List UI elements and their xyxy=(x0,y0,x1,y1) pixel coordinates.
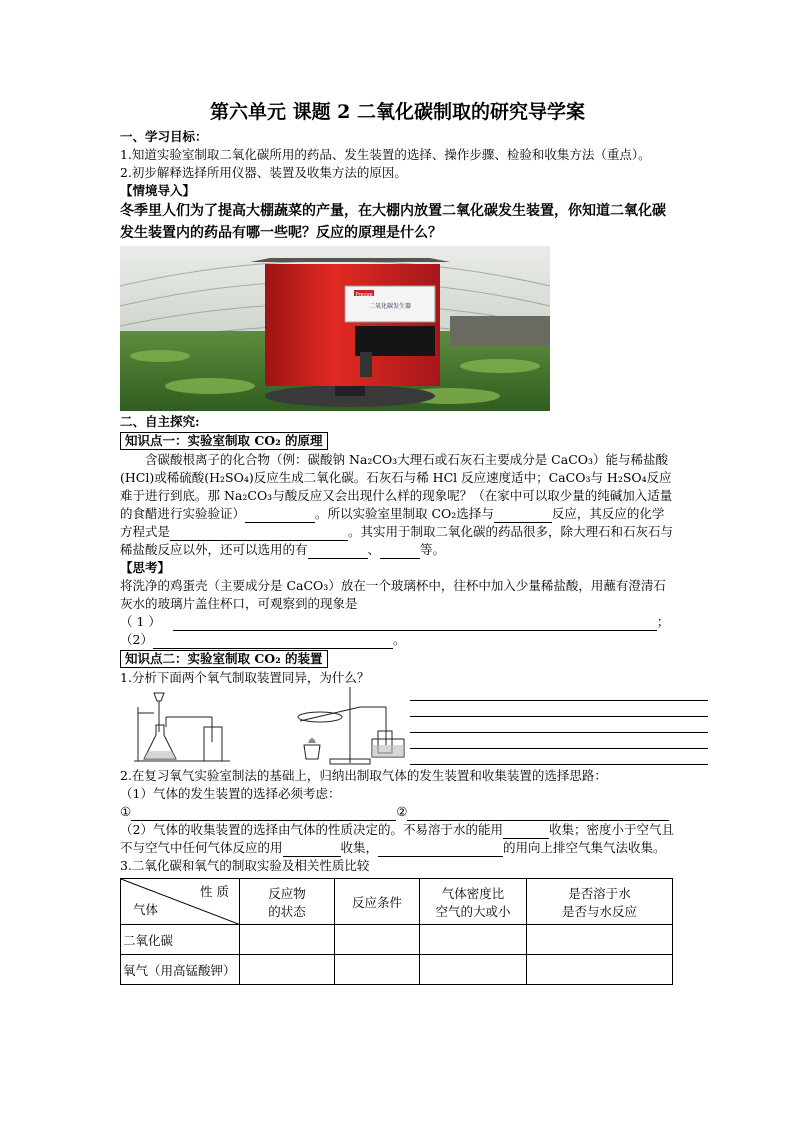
section-heading-goals: 一、学习目标： xyxy=(120,129,208,144)
page-title: 第六单元 课题 2 二氧化碳制取的研究导学案 xyxy=(209,101,586,123)
table-cell[interactable] xyxy=(335,955,420,985)
think-text: 将洗净的鸡蛋壳（主要成分是 CaCO₃）放在一个玻璃杯中，往杯中加入少量稀盐酸，用蘸有澄清石灰水的玻璃片盖住杯口，可观察到的现象是 xyxy=(120,578,666,611)
table-header-density: 气体密度比 空气的大或小 xyxy=(420,879,527,925)
table-cell[interactable] xyxy=(240,925,335,955)
table-cell[interactable] xyxy=(527,955,673,985)
knowledge-point-2-label: 知识点二：实验室制取 CO₂ 的装置 xyxy=(120,650,328,668)
blank-observation-1[interactable] xyxy=(173,616,657,631)
table-row-label-o2: 氧气（用高锰酸钾） xyxy=(121,955,240,985)
table-cell[interactable] xyxy=(527,925,673,955)
table-header-reaction-condition: 反应条件 xyxy=(335,879,420,925)
table-cell[interactable] xyxy=(420,955,527,985)
blank-generator-factor-2[interactable] xyxy=(407,806,669,821)
blank-generator-factor-1[interactable] xyxy=(131,806,396,821)
blank-observation-2[interactable] xyxy=(153,634,393,649)
apparatus-drawing-funnel-flask xyxy=(130,687,240,765)
generator-brand: Precee xyxy=(355,292,373,298)
question-1: 1.分析下面两个氧气制取装置同异，为什么？ xyxy=(120,670,370,685)
table-row xyxy=(121,925,673,955)
greenhouse-co2-generator-photo xyxy=(120,246,550,411)
table-row-label-co2: 二氧化碳 xyxy=(121,925,240,955)
blank-other-reagent-1[interactable] xyxy=(308,544,368,559)
goal-1: 1.知道实验室制取二氧化碳所用的药品、发生装置的选择、操作步骤、检验和收集方法（重点）。 xyxy=(120,147,651,162)
apparatus-drawing-tube-heating xyxy=(290,687,410,765)
table-cell[interactable] xyxy=(420,925,527,955)
table-corner-header: 性 质 气体 xyxy=(121,879,240,925)
goal-2: 2.初步解释选择所用仪器、装置及收集方法的原因。 xyxy=(120,165,407,180)
comparison-table xyxy=(120,878,673,985)
table-cell[interactable] xyxy=(335,925,420,955)
table-header-reactant-state: 反应物 的状态 xyxy=(240,879,335,925)
answer-lines-q1[interactable] xyxy=(410,685,708,765)
blank-collection-upward-condition[interactable] xyxy=(378,842,503,857)
principle-paragraph: 含碳酸根离子的化合物（例：碳酸钠 Na₂CO₃大理石或石灰石主要成分是 CaCO₃）能与稀盐酸(HCl)或稀硫酸(H₂SO₄)反应生成二氧化碳。石灰石与稀 HCl 反应速度适中；CaCO₃与 H₂SO₄反应难于进行到底。那 Na₂CO₃与酸反应又会出现什么样的现象呢？（在家中可以取少量的纯碱加入适量的食醋进行实验验证） 。所以实验室里制取 CO₂选择与 反应，其反应的化学方程式是 。其实用于制取二氧化碳的药品很多，除大理石和石灰石与稀盐酸反应以外，还可以选用的有 、 等。 xyxy=(120,452,674,557)
think-answer-1: （ 1 ） ； xyxy=(120,614,670,629)
question-3: 3.二氧化碳和氧气的制取实验及相关性质比较 xyxy=(120,858,370,873)
intro-heading: 【情境导入】 xyxy=(120,183,196,198)
question-2-part-1-blanks: ① ② xyxy=(120,803,675,821)
blank-na2co3-phenomenon[interactable] xyxy=(245,508,315,523)
blank-other-reagent-2[interactable] xyxy=(380,544,420,559)
worksheet xyxy=(120,100,675,985)
section-heading-explore: 二、自主探究: xyxy=(120,414,200,429)
question-2: 2.在复习氧气实验室制法的基础上，归纳出制取气体的发生装置和收集装置的选择思路： xyxy=(120,768,607,783)
blank-reactant-choice[interactable] xyxy=(494,508,552,523)
apparatus-row xyxy=(120,687,675,767)
principle-text: 含碳酸根离子的化合物（例：碳酸钠 Na₂CO₃大理石或石灰石主要成分是 CaCO₃）能与稀盐酸(HCl)或稀硫酸(H₂SO₄)反应生成二氧化碳。石灰石与稀 HCl 反应速度适中；CaCO₃与 H₂SO₄反应难于进行到底。那 Na₂CO₃与酸反应又会出现什么样的现象呢？（在家中可以取少量的纯碱加入适量的食醋进行实验验证） xyxy=(120,452,673,521)
table-cell[interactable] xyxy=(240,955,335,985)
think-heading: 【思考】 xyxy=(120,560,171,575)
think-answer-2: （2） 。 xyxy=(120,632,406,647)
blank-collection-downward[interactable] xyxy=(283,842,341,857)
question-2-part-1: （1）气体的发生装置的选择必须考虑： xyxy=(120,786,341,801)
table-header-solubility: 是否溶于水 是否与水反应 xyxy=(527,879,673,925)
table-row xyxy=(121,955,673,985)
blank-chemical-equation[interactable] xyxy=(170,526,348,541)
knowledge-point-1-label: 知识点一：实验室制取 CO₂ 的原理 xyxy=(120,432,328,450)
blank-collection-water[interactable] xyxy=(503,824,549,839)
question-2-part-2: （2）气体的收集装置的选择由气体的性质决定的。不易溶于水的能用 收集；密度小于空气且不与空气中任何气体反应的用 收集， 的用向上排空气集气法收集。 xyxy=(120,822,674,855)
generator-label: 二氧化碳发生器 xyxy=(368,303,412,310)
intro-text: 冬季里人们为了提高大棚蔬菜的产量，在大棚内放置二氧化碳发生装置，你知道二氧化碳发生装置内的药品有哪一些呢？反应的原理是什么？ xyxy=(120,203,666,241)
